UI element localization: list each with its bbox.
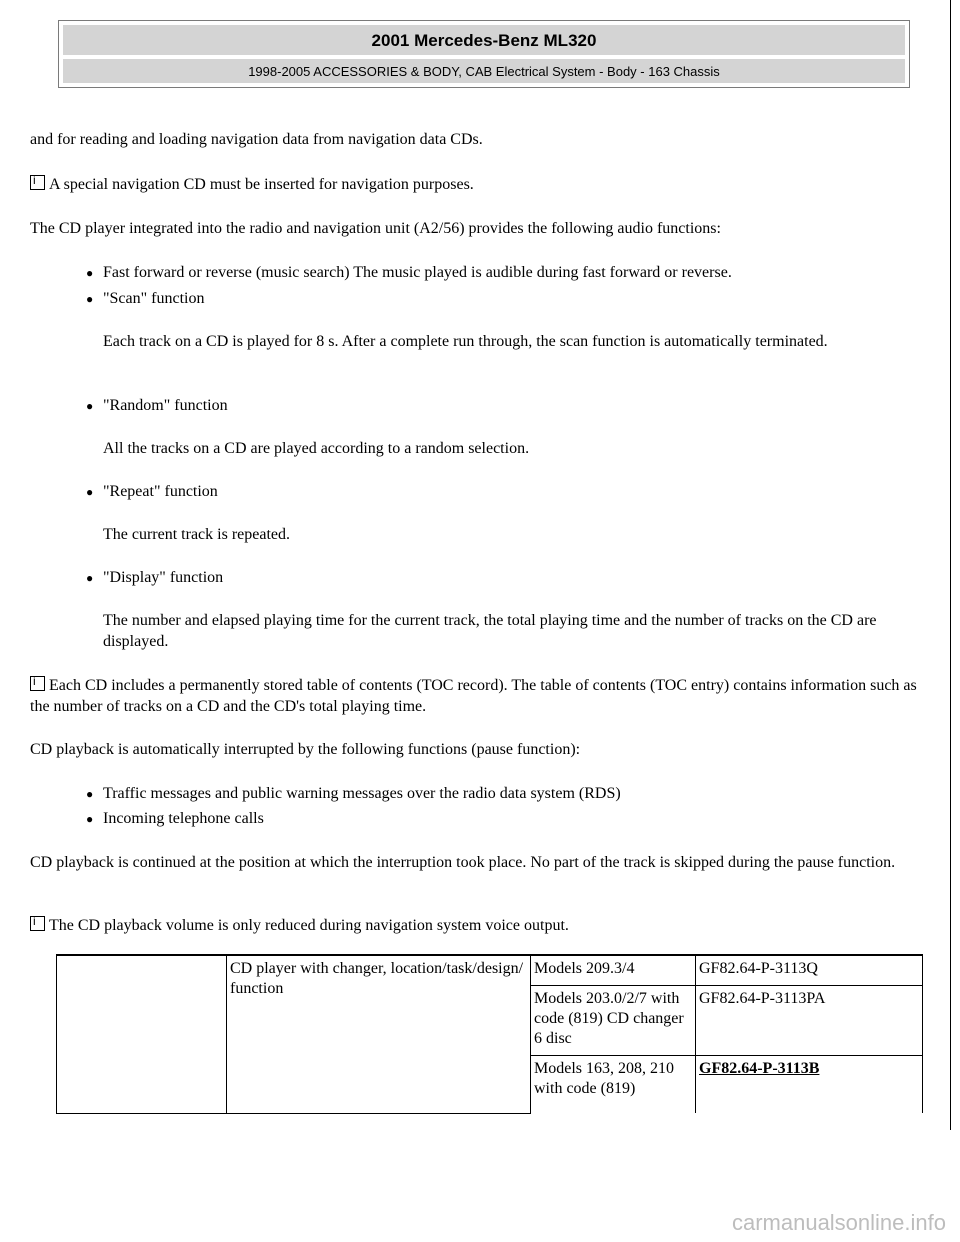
bullet-icon: ● <box>86 266 94 280</box>
note-icon: i <box>30 676 45 691</box>
list-item <box>86 262 916 284</box>
function-title: "Repeat" function <box>103 483 218 500</box>
paragraph-audio-functions: The CD player integrated into the radio and navigation unit (A2/56) provides the following audio functions: <box>30 220 721 237</box>
table-cell-description: CD player with changer, location/task/design/ function <box>227 955 531 1113</box>
document-title: 2001 Mercedes-Benz ML320 <box>62 24 906 56</box>
function-title: "Scan" function <box>103 290 205 307</box>
function-title: "Random" function <box>103 397 228 414</box>
function-description: The current track is repeated. <box>103 526 291 543</box>
bullet-icon: ● <box>86 812 94 826</box>
function-title: "Display" function <box>103 569 224 586</box>
note-navigation-cd <box>30 174 920 195</box>
note-text: Each CD includes a permanently stored table of contents (TOC record). The table of contents (TOC entry) contains information such as the number of tracks on a CD and the CD's total playing time. <box>30 677 917 715</box>
pause-item: Incoming telephone calls <box>103 810 264 827</box>
note-text: A special navigation CD must be inserted for navigation purposes. <box>49 176 474 193</box>
pause-item: Traffic messages and public warning messages over the radio data system (RDS) <box>103 785 621 802</box>
bullet-icon: ● <box>86 292 94 306</box>
watermark: carmanualsonline.info <box>731 1210 946 1235</box>
document-subtitle: 1998-2005 ACCESSORIES & BODY, CAB Electrical System - Body - 163 Chassis <box>62 58 906 84</box>
note-icon: i <box>30 175 45 190</box>
paragraph-continue: CD playback is continued at the position at which the interruption took place. No part of the track is skipped during the pause function. <box>30 854 896 871</box>
table-cell-models: Models 163, 208, 210 with code (819) <box>531 1056 696 1114</box>
list-item <box>86 567 916 589</box>
table-cell-ref: GF82.64-P-3113Q <box>696 955 923 986</box>
function-description: Each track on a CD is played for 8 s. After a complete run through, the scan function is automatically terminated. <box>103 333 828 350</box>
bullet-icon: ● <box>86 485 94 499</box>
paragraph-intro: and for reading and loading navigation data from navigation data CDs. <box>30 131 483 148</box>
note-icon: i <box>30 916 45 931</box>
note-toc <box>30 675 920 717</box>
list-item <box>86 481 916 503</box>
reference-table <box>56 954 923 1114</box>
note-volume <box>30 915 920 936</box>
paragraph-pause: CD playback is automatically interrupted by the following functions (pause function): <box>30 741 581 758</box>
list-item <box>86 808 916 830</box>
bullet-icon: ● <box>86 571 94 585</box>
table-cell-ref-link[interactable] <box>696 1056 923 1114</box>
page-right-border <box>950 0 951 1130</box>
list-item <box>86 395 916 417</box>
bullet-icon: ● <box>86 787 94 801</box>
list-item <box>86 288 916 310</box>
table-cell-models: Models 209.3/4 <box>531 955 696 986</box>
table-cell-blank <box>57 955 227 1113</box>
function-description: All the tracks on a CD are played according to a random selection. <box>103 440 530 457</box>
table-cell-ref: GF82.64-P-3113PA <box>696 986 923 1056</box>
note-text: The CD playback volume is only reduced during navigation system voice output. <box>49 917 569 934</box>
table-row <box>57 955 923 986</box>
bullet-icon: ● <box>86 399 94 413</box>
reference-link[interactable]: GF82.64-P-3113B <box>699 1060 820 1077</box>
table-cell-models: Models 203.0/2/7 with code (819) CD changer 6 disc <box>531 986 696 1056</box>
list-item <box>86 783 916 805</box>
function-title: Fast forward or reverse (music search) The music played is audible during fast forward or reverse. <box>103 264 732 281</box>
function-description: The number and elapsed playing time for the current track, the total playing time and the number of tracks on the CD are displayed. <box>103 612 877 650</box>
